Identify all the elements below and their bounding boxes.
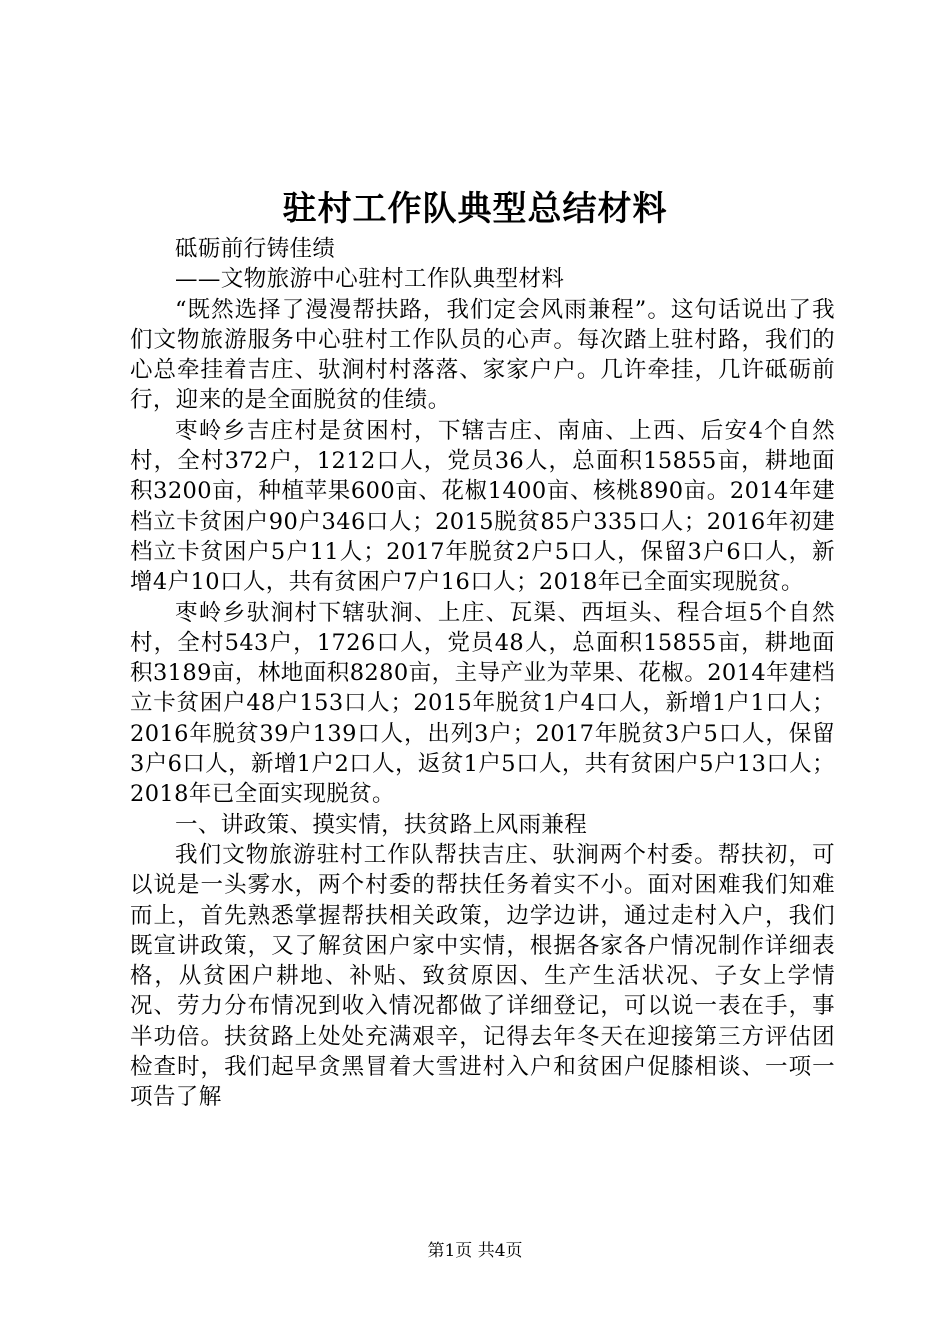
intro-paragraph: “既然选择了漫漫帮扶路，我们定会风雨兼程”。这句话说出了我们文物旅游服务中心驻村工作队员的心声。每次踏上驻村路，我们的心总牵挂着吉庄、驮涧村村落落、家家户户。几许牵挂，几许砥砺前行，迎来的是全面脱贫的佳绩。 — [130, 296, 835, 414]
tuojian-village-paragraph: 枣岭乡驮涧村下辖驮涧、上庄、瓦渠、西垣头、程合垣5个自然村，全村543户，1726口人，党员48人，总面积15855亩，耕地面积3189亩，林地面积8280亩，主导产业为苹果、花椒。2014年建档立卡贫困户48户153口人；2015年脱贫1户4口人，新增1户1口人；2016年脱贫39户139口人，出列3户；2017年脱贫3户5口人，保留3户6口人，新增1户2口人，返贫1户5口人，共有贫困户5户13口人；2018年已全面实现脱贫。 — [130, 599, 835, 808]
page-footer: 第1页 共4页 — [427, 1241, 523, 1261]
document-body — [130, 234, 835, 1113]
subtitle-paragraph: 砥砺前行铸佳绩 — [175, 236, 336, 262]
subtitle-dash-paragraph: ——文物旅游中心驻村工作队典型材料 — [175, 266, 565, 293]
document-title: 驻村工作队典型总结材料 — [282, 189, 668, 229]
section-heading-1: 一、讲政策、摸实情，扶贫路上风雨兼程 — [175, 811, 588, 838]
section-1-paragraph: 我们文物旅游驻村工作队帮扶吉庄、驮涧两个村委。帮扶初，可以说是一头雾水，两个村委的帮扶任务着实不小。面对困难我们知难而上，首先熟悉掌握帮扶相关政策，边学边讲，通过走村入户，我们既宣讲政策，又了解贫困户家中实情，根据各家各户情况制作详细表格，从贫困户耕地、补贴、致贫原因、生产生活状况、子女上学情况、劳力分布情况到收入情况都做了详细登记，可以说一表在手，事半功倍。扶贫路上处处充满艰辛，记得去年冬天在迎接第三方评估团检查时，我们起早贪黑冒着大雪进村入户和贫困户促膝相谈、一项一项告了解 — [130, 841, 835, 1111]
jizhuang-village-paragraph: 枣岭乡吉庄村是贫困村，下辖吉庄、南庙、上西、后安4个自然村，全村372户，1212口人，党员36人，总面积15855亩，耕地面积3200亩，种植苹果600亩、花椒1400亩、核桃890亩。2014年建档立卡贫困户90户346口人；2015脱贫85户335口人；2016年初建档立卡贫困户5户11人；2017年脱贫2户5口人，保留3户6口人，新增4户10口人，共有贫困户7户16口人；2018年已全面实现脱贫。 — [130, 417, 835, 596]
